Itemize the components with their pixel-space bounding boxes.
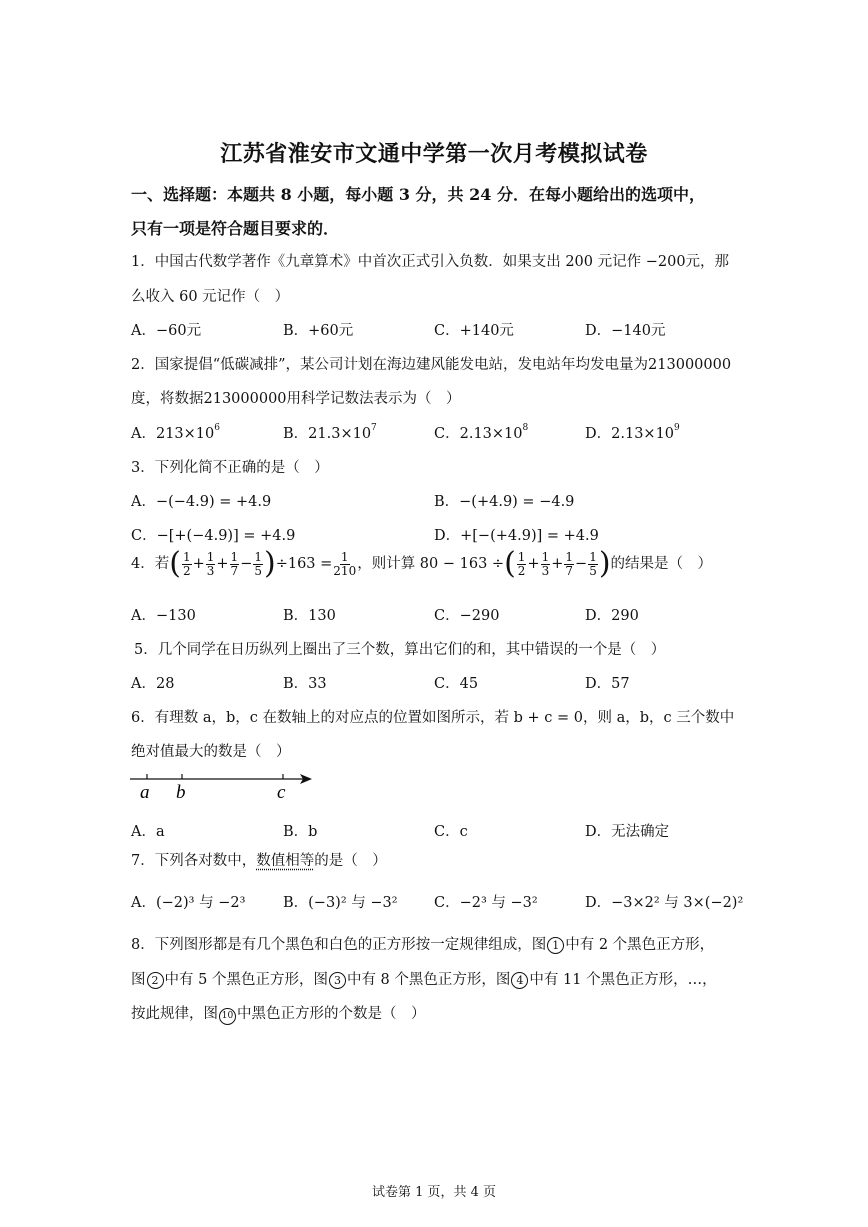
axis-label-b: b (176, 782, 186, 802)
q6-option-c: C．c (434, 824, 468, 840)
q7-option-d: D．−3×2² 与 3×(−2)² (585, 895, 744, 911)
q2-option-c: C．$2.13\times 10^8$ (434, 423, 529, 442)
q6-option-b: B．b (283, 824, 318, 840)
fraction: $\frac{1}{2}$ (182, 549, 191, 578)
q7-option-b: B．(−3)² 与 −3² (283, 895, 398, 911)
q5-option-c: C．45 (434, 676, 479, 692)
question-4-stem: 4．若( $\frac{1}{2}$ + $\frac{1}{3}$ + $\frac{1}{7}$ − $\frac{1}{5}$ )÷163 = $\frac{1}{210}$ ，则计算 80 − 163 ÷( $\frac{1}{2}$ + $\frac{1}{3}$ + $\frac{1}{7}$ − $\frac{1}{5}$ )的结果是（ ） (131, 546, 713, 581)
q6-option-a: A．a (131, 824, 165, 840)
q4-option-c: C．−290 (434, 608, 500, 624)
q7-option-c: C．−2³ 与 −3² (434, 895, 538, 911)
fraction: $\frac{1}{2}$ (517, 549, 526, 578)
axis-label-c: c (277, 782, 286, 802)
fraction: $\frac{1}{5}$ (254, 549, 262, 578)
question-6-line1: 6．有理数 a，b，c 在数轴上的对应点的位置如图所示，若 b + c = 0，则 a，b，c 三个数中 (131, 710, 735, 726)
fraction: $\frac{1}{5}$ (589, 549, 597, 578)
q4-option-b: B．130 (283, 608, 336, 624)
q5-option-d: D．57 (585, 676, 630, 692)
axis-label-a: a (140, 782, 150, 802)
fraction: $\frac{1}{3}$ (206, 549, 215, 578)
question-7-stem: 7．下列各对数中，数值相等的是（ ） (131, 853, 387, 869)
q2-option-a: A．$213\times 10^6$ (131, 423, 220, 442)
q3-option-d: D．+[−(+4.9)] = +4.9 (434, 528, 599, 544)
q5-option-b: B．33 (283, 676, 327, 692)
question-1-line1: 1．中国古代数学著作《九章算术》中首次正式引入负数．如果支出 200 元记作 −200元，那 (131, 254, 730, 270)
circled-number: 2 (147, 972, 164, 989)
question-8-line2: 图 2 中有 5 个黑色正方形，图 3 中有 8 个黑色正方形，图 4 中有 11 个黑色正方形，…， (131, 972, 717, 988)
circled-number: 1 (547, 937, 564, 954)
section-heading-line2: 只有一项是符合题目要求的． (131, 219, 340, 238)
fraction: $\frac{1}{3}$ (541, 549, 550, 578)
q4-option-d: D．290 (585, 608, 639, 624)
q5-option-a: A．28 (131, 676, 175, 692)
fraction: $\frac{1}{7}$ (565, 549, 574, 578)
question-6-line2: 绝对值最大的数是（ ） (131, 744, 291, 760)
question-8-line3: 按此规律，图 10 中黑色正方形的个数是（ ） (131, 1002, 426, 1025)
question-2-line2: 度，将数据213000000用科学记数法表示为（ ） (131, 391, 461, 407)
q3-option-b: B．−(+4.9) = −4.9 (434, 494, 575, 510)
q3-option-c: C．−[+(−4.9)] = +4.9 (131, 528, 296, 544)
fraction: $\frac{1}{210}$ (333, 549, 357, 578)
fraction: $\frac{1}{7}$ (230, 549, 239, 578)
q2-option-d: D．$2.13\times 10^9$ (585, 423, 680, 442)
question-2-line1: 2．国家提倡“低碳减排”，某公司计划在海边建风能发电站，发电站年均发电量为213000000 (131, 357, 732, 373)
q1-option-a: A．−60元 (131, 323, 202, 339)
q7-option-a: A．(−2)³ 与 −2³ (131, 895, 246, 911)
emphasis-text: 数值相等 (256, 853, 315, 869)
question-8-line1: 8．下列图形都是有几个黑色和白色的正方形按一定规律组成，图 1 中有 2 个黑色正方形， (131, 937, 715, 953)
question-5-stem: 5．几个同学在日历纵列上圈出了三个数，算出它们的和，其中错误的一个是（ ） (134, 642, 666, 658)
q4-option-a: A．−130 (131, 608, 196, 624)
q2-option-b: B．$21.3\times 10^7$ (283, 423, 377, 442)
q1-option-b: B．+60元 (283, 323, 354, 339)
page-title: 江苏省淮安市文通中学第一次月考模拟试卷 (220, 141, 648, 167)
q1-option-d: D．−140元 (585, 323, 666, 339)
circled-number: 3 (329, 972, 346, 989)
question-3-stem: 3．下列化简不正确的是（ ） (131, 460, 329, 476)
q6-option-d: D．无法确定 (585, 824, 670, 840)
circled-number: 10 (219, 1008, 236, 1025)
circled-number: 4 (511, 972, 528, 989)
page-footer: 试卷第 1 页，共 4 页 (371, 1185, 497, 1200)
question-1-line2: 么收入 60 元记作（ ） (131, 289, 290, 305)
q1-option-c: C．+140元 (434, 323, 514, 339)
number-line-figure (128, 768, 318, 802)
section-heading-line1: 一、选择题：本题共 8 小题，每小题 3 分，共 24 分．在每小题给出的选项中， (131, 185, 705, 204)
q3-option-a: A．−(−4.9) = +4.9 (131, 494, 272, 510)
